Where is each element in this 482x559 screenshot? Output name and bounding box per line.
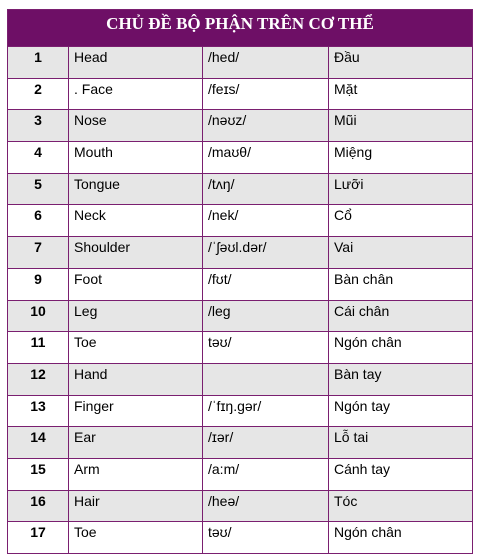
table-row xyxy=(8,396,473,428)
row-number: 14 xyxy=(8,427,69,459)
table-row xyxy=(8,491,473,523)
row-number: 7 xyxy=(8,237,69,269)
english-word: Hair xyxy=(69,491,203,523)
vietnamese-meaning: Mặt xyxy=(329,79,473,111)
vietnamese-meaning: Vai xyxy=(329,237,473,269)
pronunciation: /ˈʃəʊl.dər/ xyxy=(203,237,329,269)
vocabulary-table xyxy=(7,9,473,554)
vietnamese-meaning: Tóc xyxy=(329,491,473,523)
vietnamese-meaning: Lưỡi xyxy=(329,174,473,206)
vietnamese-meaning: Cổ xyxy=(329,205,473,237)
english-word: Toe xyxy=(69,332,203,364)
table-row xyxy=(8,301,473,333)
english-word: Leg xyxy=(69,301,203,333)
english-word: Toe xyxy=(69,522,203,554)
row-number: 3 xyxy=(8,110,69,142)
pronunciation: təʊ/ xyxy=(203,522,329,554)
row-number: 17 xyxy=(8,522,69,554)
vietnamese-meaning: Cánh tay xyxy=(329,459,473,491)
row-number: 15 xyxy=(8,459,69,491)
english-word: Head xyxy=(69,47,203,79)
table-body xyxy=(8,47,473,554)
english-word: Tongue xyxy=(69,174,203,206)
table-row xyxy=(8,205,473,237)
pronunciation: təʊ/ xyxy=(203,332,329,364)
pronunciation: /ɪər/ xyxy=(203,427,329,459)
row-number: 4 xyxy=(8,142,69,174)
vietnamese-meaning: Miệng xyxy=(329,142,473,174)
table-row xyxy=(8,459,473,491)
pronunciation xyxy=(203,364,329,396)
row-number: 9 xyxy=(8,269,69,301)
table-row xyxy=(8,269,473,301)
pronunciation: /feɪs/ xyxy=(203,79,329,111)
pronunciation: /nəʊz/ xyxy=(203,110,329,142)
english-word: Neck xyxy=(69,205,203,237)
row-number: 13 xyxy=(8,396,69,428)
pronunciation: /tʌŋ/ xyxy=(203,174,329,206)
table-row xyxy=(8,237,473,269)
vietnamese-meaning: Ngón chân xyxy=(329,522,473,554)
row-number: 5 xyxy=(8,174,69,206)
english-word: Nose xyxy=(69,110,203,142)
table-row xyxy=(8,47,473,79)
row-number: 6 xyxy=(8,205,69,237)
table-row xyxy=(8,364,473,396)
english-word: Hand xyxy=(69,364,203,396)
table-row xyxy=(8,79,473,111)
english-word: Shoulder xyxy=(69,237,203,269)
row-number: 1 xyxy=(8,47,69,79)
vietnamese-meaning: Ngón chân xyxy=(329,332,473,364)
table-row xyxy=(8,142,473,174)
pronunciation: /fʊt/ xyxy=(203,269,329,301)
table-title: CHỦ ĐỀ BỘ PHẬN TRÊN CƠ THỂ xyxy=(8,10,473,47)
table-row xyxy=(8,174,473,206)
pronunciation: /leg xyxy=(203,301,329,333)
vietnamese-meaning: Ngón tay xyxy=(329,396,473,428)
english-word: Arm xyxy=(69,459,203,491)
english-word: Foot xyxy=(69,269,203,301)
vietnamese-meaning: Cái chân xyxy=(329,301,473,333)
vietnamese-meaning: Bàn chân xyxy=(329,269,473,301)
row-number: 11 xyxy=(8,332,69,364)
pronunciation: /a:m/ xyxy=(203,459,329,491)
english-word: . Face xyxy=(69,79,203,111)
vietnamese-meaning: Đầu xyxy=(329,47,473,79)
pronunciation: /nek/ xyxy=(203,205,329,237)
pronunciation: /maʊθ/ xyxy=(203,142,329,174)
table-row xyxy=(8,332,473,364)
row-number: 2 xyxy=(8,79,69,111)
pronunciation: /hed/ xyxy=(203,47,329,79)
table-row xyxy=(8,110,473,142)
row-number: 16 xyxy=(8,491,69,523)
table-row xyxy=(8,427,473,459)
english-word: Ear xyxy=(69,427,203,459)
vietnamese-meaning: Mũi xyxy=(329,110,473,142)
vietnamese-meaning: Bàn tay xyxy=(329,364,473,396)
pronunciation: /heə/ xyxy=(203,491,329,523)
vietnamese-meaning: Lỗ tai xyxy=(329,427,473,459)
row-number: 12 xyxy=(8,364,69,396)
pronunciation: /ˈfɪŋ.gər/ xyxy=(203,396,329,428)
english-word: Finger xyxy=(69,396,203,428)
english-word: Mouth xyxy=(69,142,203,174)
row-number: 10 xyxy=(8,301,69,333)
table-row xyxy=(8,522,473,554)
